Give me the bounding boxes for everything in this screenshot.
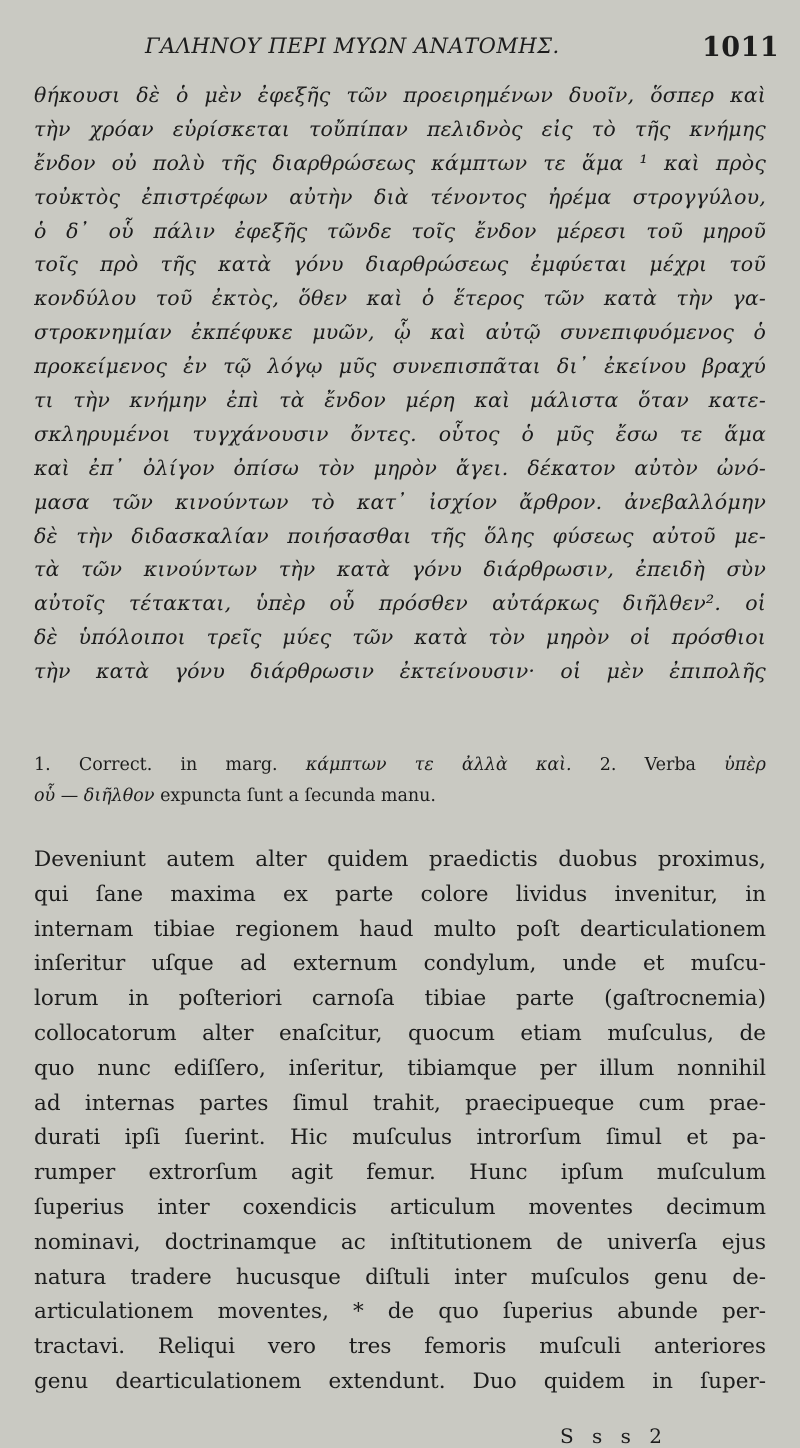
greek-line: θήκουσι δὲ ὁ μὲν ἐφεξῆς τῶν προειρημένων δυοῖν, ὅσπερ καὶ xyxy=(34,83,766,107)
greek-line: δὲ ὑπόλοιποι τρεῖς μύες τῶν κατὰ τὸν μηρὸν οἱ πρόσθιοι xyxy=(34,625,766,650)
footnote-2-label: 2. Verba xyxy=(599,755,696,775)
greek-line: μασα τῶν κινούντων τὸ κατ᾽ ἰσχίον ἄρθρον. ἀνεβαλλόμην xyxy=(34,489,766,514)
page-number: 1011 xyxy=(702,32,780,63)
greek-line: τοὐκτὸς ἐπιστρέφων αὐτὴν διὰ τένοντος ἠρέμα στρογγύλου, xyxy=(34,184,766,209)
greek-line: δὲ τὴν διδασκαλίαν ποιήσασθαι τῆς ὅλης φύσεως αὐτοῦ με- xyxy=(34,523,766,548)
greek-line: τὴν χρόαν εὑρίσκεται τοὔπίπαν πελιδνὸς εἰς τὸ τῆς κνήμης xyxy=(34,116,766,141)
latin-line: lorum in poſteriori carnoſa tibiae parte (gaſtrocnemia) xyxy=(34,986,766,1012)
latin-line: ad internas partes ſimul trahit, praecipueque cum prae- xyxy=(34,1090,766,1116)
greek-line: τὴν κατὰ γόνυ διάρθρωσιν ἐκτείνουσιν· οἱ μὲν ἐπιπολῆς xyxy=(34,659,766,684)
latin-line: Deveniunt autem alter quidem praedictis duobus proximus, xyxy=(34,847,766,872)
latin-line: internam tibiae regionem haud multo poſt dearticulationem xyxy=(34,916,766,942)
footnote-2-text: expuncta ſunt a ſecunda manu. xyxy=(160,786,436,806)
latin-line: quo nunc ediſſero, inſeritur, tibiamque per illum nonnihil xyxy=(34,1055,766,1081)
greek-text-block xyxy=(34,79,766,689)
latin-line: genu dearticulationem extendunt. Duo quidem in ſuper- xyxy=(34,1368,766,1394)
greek-line: ἔνδον οὐ πολὺ τῆς διαρθρώσεως κάμπτων τε ἅμα ¹ καὶ πρὸς xyxy=(34,150,766,175)
latin-line: tractavi. Reliqui vero tres femoris muſculi anteriores xyxy=(34,1334,766,1360)
latin-line: nominavi, doctrinamque ac inſtitutionem de univerſa ejus xyxy=(34,1229,766,1255)
greek-line: σκληρυμένοι τυγχάνουσιν ὄντες. οὗτος ὁ μῦς ἔσω τε ἅμα xyxy=(34,421,766,446)
greek-line: τοῖς πρὸ τῆς κατὰ γόνυ διαρθρώσεως ἐμφύεται μέχρι τοῦ xyxy=(34,252,766,277)
latin-line: collocatorum alter enaſcitur, quocum etiam muſculus, de xyxy=(34,1020,766,1046)
footnote-2-greek: ὑπὲρ xyxy=(724,755,766,775)
footnote-1-greek: κάμπτων τε ἀλλὰ καὶ. xyxy=(305,755,572,775)
footnotes xyxy=(34,750,766,812)
latin-line: natura tradere hucusque diſtuli inter muſculos genu de- xyxy=(34,1264,766,1290)
latin-line: qui ſane maxima ex parte colore lividus invenitur, in xyxy=(34,881,766,907)
greek-line: τι τὴν κνήμην ἐπὶ τὰ ἔνδον μέρη καὶ μάλιστα ὅταν κατε- xyxy=(34,388,766,413)
greek-line: τὰ τῶν κινούντων τὴν κατὰ γόνυ διάρθρωσιν, ἐπειδὴ σὺν xyxy=(34,557,766,582)
footnote-line xyxy=(34,781,766,812)
latin-line: ſuperius inter coxendicis articulum moventes decimum xyxy=(34,1194,766,1220)
latin-line: durati ipſi ſuerint. Hic muſculus introrſum ſimul et pa- xyxy=(34,1125,766,1151)
greek-line: καὶ ἐπ᾽ ὀλίγον ὀπίσω τὸν μηρὸν ἄγει. δέκατον αὐτὸν ὠνό- xyxy=(34,455,766,480)
footnote-1-label: 1. Correct. in marg. xyxy=(34,755,278,775)
latin-line: inſeritur uſque ad externum condylum, unde et muſcu- xyxy=(34,951,766,977)
footnote-line xyxy=(34,750,766,781)
footnote-2-greek-range: οὗ — διῆλθον xyxy=(34,786,155,806)
greek-line: ὁ δ᾽ οὗ πάλιν ἐφεξῆς τῶνδε τοῖς ἔνδον μέρεσι τοῦ μηροῦ xyxy=(34,218,766,243)
greek-line: προκείμενος ἐν τῷ λόγῳ μῦς συνεπισπᾶται δι᾽ ἐκείνου βραχύ xyxy=(34,354,766,379)
latin-line: rumper extrorſum agit femur. Hunc ipſum muſculum xyxy=(34,1160,766,1186)
greek-line: αὐτοῖς τέτακται, ὑπὲρ οὗ πρόσθεν αὐτάρκως διῆλθεν². οἱ xyxy=(34,591,766,616)
latin-line: articulationem moventes, * de quo ſuperius abunde per- xyxy=(34,1299,766,1325)
page-header xyxy=(0,30,800,70)
latin-text-block xyxy=(34,843,766,1400)
signature-mark: S s s 2 xyxy=(560,1424,669,1448)
greek-line: κονδύλου τοῦ ἐκτὸς, ὅθεν καὶ ὁ ἕτερος τῶν κατὰ τὴν γα- xyxy=(34,286,766,311)
greek-line: στροκνημίαν ἐκπέφυκε μυῶν, ᾧ καὶ αὐτῷ συνεπιφυόμενος ὁ xyxy=(34,320,766,345)
running-title: ΓΑΛΗΝΟΥ ΠΕΡΙ ΜΥΩΝ ΑΝΑΤΟΜΗΣ. xyxy=(145,34,560,58)
